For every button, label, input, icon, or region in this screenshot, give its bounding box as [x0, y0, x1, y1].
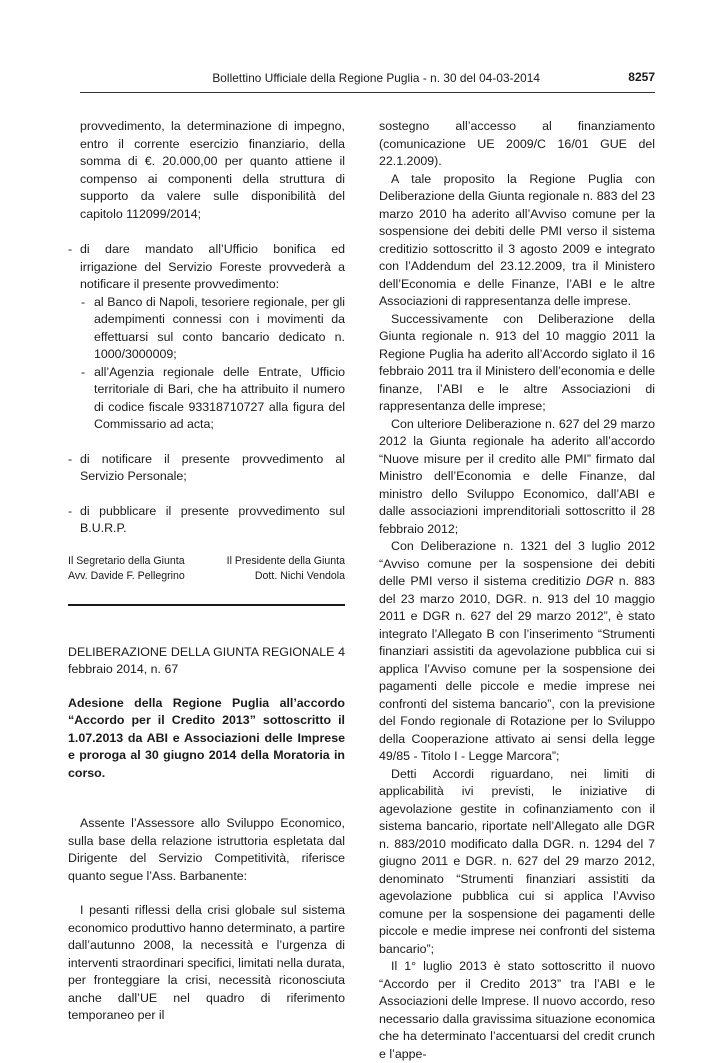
list-item-pubblicare: - di pubblicare il presente provvedimento sul B.U.R.P. — [68, 503, 345, 538]
text-segment: Con Deliberazione n. 1321 del 3 luglio 2012 “Avviso comune per la sospensione dei debiti delle PMI verso il sistema creditizio — [379, 539, 655, 588]
president-role: Il Presidente della Giunta — [226, 554, 345, 567]
paragraph-accordo-2013: Il 1° luglio 2013 è stato sottoscritto il nuovo “Accordo per il Credito 2013” tra l’ABI e le Associazioni delle Imprese. Il nuovo accordo, reso necessario dalla gravissima situazione economica che ha determinato l’accentuarsi del credit crunch e l’appe- — [379, 959, 655, 1061]
paragraph-accordo-2011: Successivamente con Deliberazione della Giunta regionale n. 913 del 10 maggio 2011 la Regione Puglia ha aderito all’Accordo siglato il 16 febbraio 2011 tra il Ministero dell’economia e delle finanze, l’ABI e le altre Associazioni di rappresentanza delle imprese; — [379, 311, 655, 413]
paragraph-avviso-2010: A tale proposito la Regione Puglia con Deliberazione della Giunta regionale n. 883 del 23 marzo 2010 ha aderito all’Avviso comune per la sospensione dei debiti delle PMI verso il sistema creditizio sottoscritto il 3 agosto 2009 e integrato con l’Addendum del 23.12.2009, tra il Ministero dell’Economia e delle Finanze, l’ABI e le altre Associazioni di rappresentanza delle imprese. — [379, 171, 655, 308]
paragraph-sostegno: sostegno all’accesso al finanziamento (comunicazione UE 2009/C 16/01 GUE del 22.1.2009). — [379, 119, 655, 168]
page-header — [80, 66, 655, 93]
deliberation-title: Adesione della Regione Puglia all’accordo “Accordo per il Credito 2013” sottoscritto il 1.07.2013 da ABI e Associazioni delle Imprese e proroga al 30 giugno 2014 della Moratoria in corso. — [68, 695, 345, 780]
paragraph-misure-2012: Con ulteriore Deliberazione n. 627 del 29 marzo 2012 la Giunta regionale ha aderito all’accordo “Nuove misure per il credito alle PMI” firmato dal Ministro dell’Economia e delle Finanze, dal ministro dello Sviluppo Economico, dall’ABI e dalle associazioni imprenditoriali sottoscritto il 28 febbraio 2012; — [379, 416, 655, 536]
text-segment: n. 883 del 23 marzo 2010, DGR. n. 913 del 10 maggio 2011 e DGR n. 627 del 29 marzo 2012”, è stato integrato l’Allegato B con l’inserimento “Strumenti finanziari assistiti da agevolazione pubblica cui si applica l’Avviso comune per la sospensione dei pagamenti delle piccole e medie imprese nei confronti del sistema bancario”, con la previsione del Fondo regionale di Rotazione per lo Sviluppo della Cooperazione attivato ai sensi della legge 49/85 - Titolo I - Legge Marcora”; — [379, 574, 655, 763]
sublist-item-banco: - al Banco di Napoli, tesoriere regionale, per gli adempimenti connessi con i movimenti da effettuarsi sul conto bancario dedicato n. 1000/3000009; — [68, 294, 345, 364]
signatures — [68, 554, 345, 584]
paragraph-impegno: provvedimento, la determinazione di impegno, entro il corrente esercizio finanziario, della somma di €. 20.000,00 per quanto attiene il compenso ai componenti della struttura di supporto da valere sulle disponibilità del capitolo 112099/2014; — [80, 119, 345, 221]
signature-secretary — [68, 554, 185, 584]
bulletin-title: Bollettino Ufficiale della Regione Puglia - n. 30 del 04-03-2014 — [212, 71, 540, 85]
paragraph-deliberazione-1321 — [379, 538, 655, 766]
page-number: 8257 — [628, 70, 655, 84]
right-column — [379, 118, 655, 1063]
list-item-notificare: - di notificare il presente provvedimento al Servizio Personale; — [68, 451, 345, 486]
secretary-name: Avv. Davide F. Pellegrino — [68, 569, 185, 582]
text-segment-italic: DGR — [585, 574, 614, 588]
paragraph-riflessi: I pesanti riflessi della crisi globale sul sistema economico produttivo hanno determinato, a partire dall’autunno 2008, la necessità e l’urgenza di interventi straordinari specifici, limitati nella durata, per fronteggiare la crisi, necessità riconosciuta anche dall’UE nel quadro di riferimento temporaneo per il — [68, 903, 345, 1022]
deliberation-heading: DELIBERAZIONE DELLA GIUNTA REGIONALE 4 febbraio 2014, n. 67 — [68, 644, 345, 676]
list-item-mandato: - di dare mandato all’Ufficio bonifica ed irrigazione del Servizio Foreste provvederà a notificare il presente provvedimento: — [68, 241, 345, 294]
president-name: Dott. Nichi Vendola — [254, 569, 345, 582]
section-divider — [68, 604, 345, 606]
paragraph-assessore: Assente l’Assessore allo Sviluppo Economico, sulla base della relazione istruttoria espletata dal Dirigente del Servizio Competitività, riferisce quanto segue l’Ass. Barbanente: — [68, 816, 345, 883]
paragraph-detti-accordi: Detti Accordi riguardano, nei limiti di applicabilità ivi previsti, le iniziative di agevolazione gestite in cofinanziamento con il sistema bancario, riportate nell’Allegato alle DGR n. 883/2010 modificato dalla DGR. n. 1294 del 7 giugno 2011 e DGR. n. 627 del 29 marzo 2012, denominato “Strumenti finanziari assistiti da agevolazione pubblica cui si applica l’Avviso comune per la sospensione dei pagamenti delle piccole e medie imprese nei confronti del sistema bancario”; — [379, 766, 655, 956]
left-column — [68, 118, 345, 1025]
signature-president — [227, 554, 345, 584]
sublist-item-agenzia: - all’Agenzia regionale delle Entrate, Ufficio territoriale di Bari, che ha attribuito il numero di codice fiscale 93318710727 alla figura del Commissario ad acta; — [68, 364, 345, 434]
secretary-role: Il Segretario della Giunta — [68, 554, 185, 567]
